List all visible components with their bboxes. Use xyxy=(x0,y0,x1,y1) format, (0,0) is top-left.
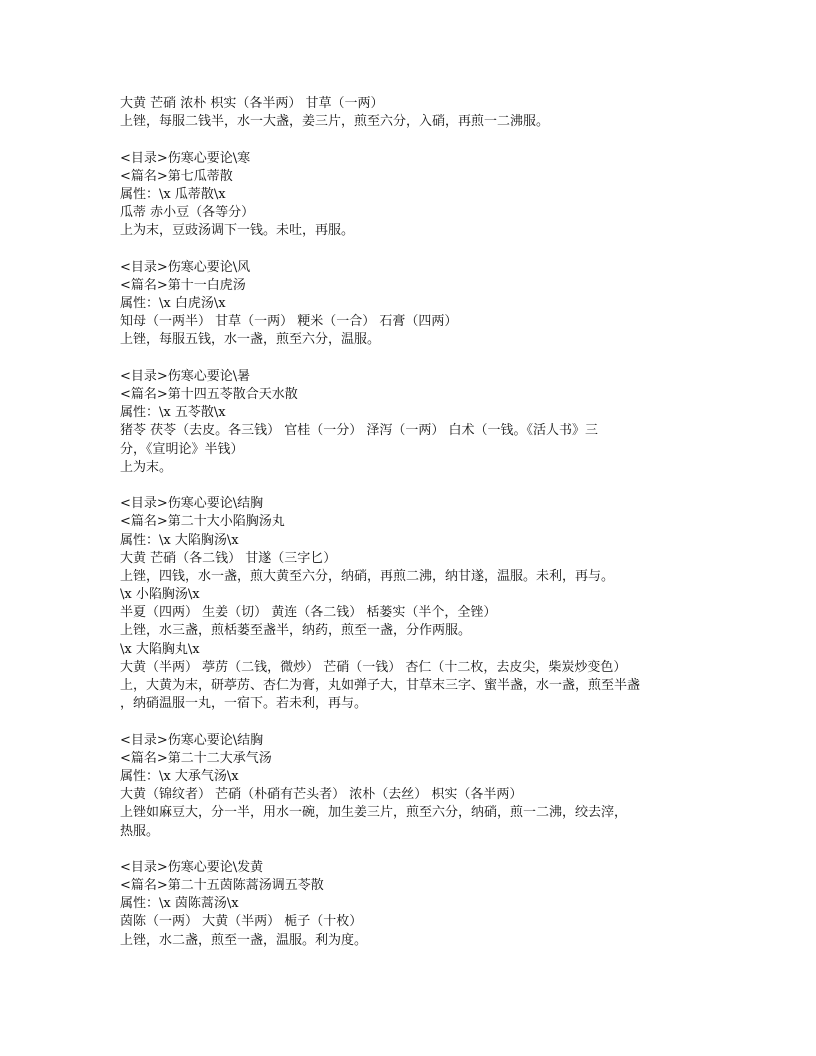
text-line: 上锉，水三盏，煎栝蒌至盏半，纳药，煎至一盏，分作两服。 xyxy=(120,623,472,639)
text-line: <目录>伤寒心要论\风 xyxy=(120,259,251,275)
document-page xyxy=(120,95,700,950)
text-line: 上锉，每服二钱半，水一大盏，姜三片，煎至六分，入硝，再煎一二沸服。 xyxy=(120,114,550,130)
text-line: 上，大黄为末，研葶苈、杏仁为膏，丸如弹子大，甘草末三字、蜜半盏，水一盏，煎至半盏 xyxy=(120,678,641,693)
text-line: ，纳硝温服一丸，一宿下。若未利，再与。 xyxy=(120,696,368,712)
text-line: <篇名>第十四五苓散合天水散 xyxy=(120,387,298,402)
text-line: 属性：\x 茵陈蒿汤\x xyxy=(120,896,239,912)
text-line: 热服。 xyxy=(120,823,160,839)
text-line: <篇名>第十一白虎汤 xyxy=(120,277,246,293)
text-line: 大黄（锦纹者） 芒硝（朴硝有芒头者） 浓朴（去丝） 枳实（各半两） xyxy=(120,787,523,803)
text-block xyxy=(120,495,700,713)
text-line: 属性：\x 瓜蒂散\x xyxy=(120,186,226,202)
text-line: \x 小陷胸汤\x xyxy=(120,587,200,603)
text-line: 猪苓 茯苓（去皮。各三钱） 官桂（一分） 泽泻（一两） 白术（一钱。《活人书》三 xyxy=(120,423,599,439)
text-line: 半夏（四两） 生姜（切） 黄连（各二钱） 栝蒌实（半个，全锉） xyxy=(120,605,497,621)
text-line: 大黄 芒硝 浓朴 枳实（各半两） 甘草（一两） xyxy=(120,96,384,111)
text-line: 属性：\x 白虎汤\x xyxy=(120,296,226,312)
text-block xyxy=(120,259,700,350)
text-line: <篇名>第七瓜蒂散 xyxy=(120,168,233,184)
text-block xyxy=(120,859,700,950)
block-spacer xyxy=(120,713,700,731)
text-line: 茵陈（一两） 大黄（半两） 栀子（十枚） xyxy=(120,914,363,930)
text-line: \x 大陷胸丸\x xyxy=(120,641,200,657)
text-line: <篇名>第二十五茵陈蒿汤调五苓散 xyxy=(120,878,324,894)
text-line: <目录>伤寒心要论\发黄 xyxy=(120,859,264,875)
text-line: 大黄 芒硝（各二钱） 甘遂（三字匕） xyxy=(120,550,337,566)
text-line: <篇名>第二十大小陷胸汤丸 xyxy=(120,514,285,530)
text-block xyxy=(120,368,700,477)
text-block xyxy=(120,150,700,241)
text-line: 上锉，水二盏，煎至一盏，温服。利为度。 xyxy=(120,932,368,948)
text-line: <目录>伤寒心要论\结胸 xyxy=(120,732,264,748)
block-spacer xyxy=(120,477,700,495)
text-line: 瓜蒂 赤小豆（各等分） xyxy=(120,205,255,221)
text-line: 属性：\x 五苓散\x xyxy=(120,405,226,421)
text-line: 属性：\x 大陷胸汤\x xyxy=(120,532,239,548)
text-block xyxy=(120,95,700,131)
text-line: 上锉，四钱，水一盏，煎大黄至六分，纳硝，再煎二沸，纳甘遂，温服。未利，再与。 xyxy=(120,568,615,584)
text-line: 分，《宣明论》半钱） xyxy=(120,441,244,457)
text-line: <目录>伤寒心要论\结胸 xyxy=(120,496,264,512)
text-line: <目录>伤寒心要论\寒 xyxy=(120,150,251,166)
text-line: 属性：\x 大承气汤\x xyxy=(120,768,239,784)
text-line: 上为末。 xyxy=(120,459,173,475)
block-spacer xyxy=(120,241,700,259)
block-spacer xyxy=(120,131,700,149)
block-spacer xyxy=(120,841,700,859)
text-line: 大黄（半两） 葶苈（二钱，微炒） 芒硝（一钱） 杏仁（十二枚，去皮尖，柴炭炒变色） xyxy=(120,659,627,675)
block-spacer xyxy=(120,350,700,368)
text-line: <目录>伤寒心要论\暑 xyxy=(120,368,251,384)
text-block xyxy=(120,732,700,841)
text-line: <篇名>第二十二大承气汤 xyxy=(120,750,272,766)
text-line: 上为末，豆豉汤调下一钱。未吐，再服。 xyxy=(120,223,355,239)
text-line: 上锉，每服五钱，水一盏，煎至六分，温服。 xyxy=(120,332,381,348)
text-line: 知母（一两半） 甘草（一两） 粳米（一合） 石膏（四两） xyxy=(120,314,458,330)
text-line: 上锉如麻豆大，分一半，用水一碗，加生姜三片，煎至六分，纳硝，煎一二沸，绞去滓， xyxy=(120,805,628,821)
